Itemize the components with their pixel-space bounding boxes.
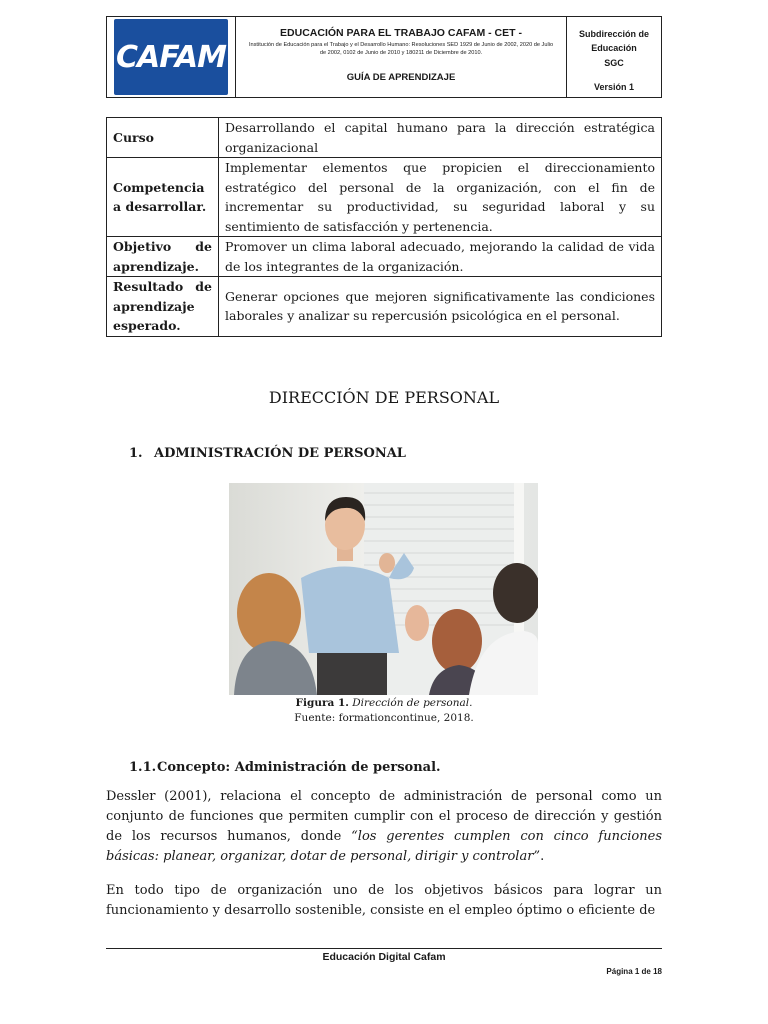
department-label [579, 27, 649, 70]
paragraph: En todo tipo de organización uno de los objetivos básicos para lograr un funcionamiento y desarrollo sostenible, consiste en el empleo óptimo o eficiente de [106, 883, 662, 918]
logo-text: CAFAM [116, 40, 226, 75]
department-line2: Educación [591, 43, 637, 54]
logo-cell [107, 17, 236, 97]
course-info-table [106, 117, 662, 337]
footer-divider [106, 948, 662, 949]
document-header [106, 16, 662, 98]
table-row [107, 158, 662, 237]
row-value: Implementar elementos que propicien el direccionamiento estratégico del personal de la organización, con el fin de incrementar su productividad, su seguridad laboral y su sentimiento de satisfacción y pertenencia. [219, 158, 662, 237]
footer-title: Educación Digital Cafam [322, 951, 446, 963]
section-title: ADMINISTRACIÓN DE PERSONAL [154, 446, 406, 461]
figure-title: Dirección de personal. [352, 697, 473, 709]
figure-source: Fuente: formationcontinue, 2018. [294, 712, 474, 724]
subsection-heading [129, 760, 441, 775]
row-value: Generar opciones que mejoren significativamente las condiciones laborales y analizar su repercusión psicológica en el personal. [219, 277, 662, 337]
page-number: Página 1 de 18 [606, 967, 662, 976]
header-right [567, 17, 661, 97]
row-label: Competencia a desarrollar. [107, 158, 219, 237]
table-row [107, 277, 662, 337]
row-value: Desarrollando el capital humano para la dirección estratégica organizacional [219, 118, 662, 158]
figure-photo [229, 483, 538, 695]
paragraph-text: Dessler (2001), relaciona el concepto de administración de personal como un conjunto de funciones que permiten cumplir con el proceso de dirección y gestión de los recursos humanos, donde [106, 789, 662, 844]
figure-label: Figura 1. [295, 697, 349, 709]
paragraph-end: . [540, 849, 545, 864]
subsection-number: 1.1. [129, 760, 157, 775]
section-number: 1. [129, 446, 143, 461]
institution-title: EDUCACIÓN PARA EL TRABAJO CAFAM - CET - [280, 27, 522, 39]
institution-resolutions: Institución de Educación para el Trabajo y el Desarrollo Humano: Resoluciones SED 1929 de Junio de 2002, 2020 de Julio de 2002, 0102 de Junio de 2010 y 180211 de Diciembre de 2010. [248, 42, 554, 57]
paragraph-quote: “los gerentes cumplen con cinco funciones básicas: planear, organizar, dotar de personal, dirigir y controlar” [106, 829, 662, 864]
guide-title: GUÍA DE APRENDIZAJE [346, 71, 456, 83]
department-line3: SGC [604, 57, 624, 68]
table-row [107, 118, 662, 158]
header-center [236, 17, 567, 97]
page-title: DIRECCIÓN DE PERSONAL [268, 388, 500, 407]
department-line1: Subdirección de [578, 29, 649, 39]
row-label: Resultado de aprendizaje esperado. [107, 277, 219, 337]
row-value: Promover un clima laboral adecuado, mejorando la calidad de vida de los integrantes de la organización. [219, 237, 662, 277]
row-label: Curso [107, 118, 219, 158]
cafam-logo [114, 19, 228, 95]
section-heading [129, 446, 406, 461]
subsection-title: Concepto: Administración de personal. [157, 760, 441, 775]
paragraph [106, 787, 662, 867]
row-label: Objetivo de aprendizaje. [107, 237, 219, 277]
table-row [107, 237, 662, 277]
version-label: Versión 1 [593, 82, 635, 93]
figure-caption [0, 697, 768, 709]
